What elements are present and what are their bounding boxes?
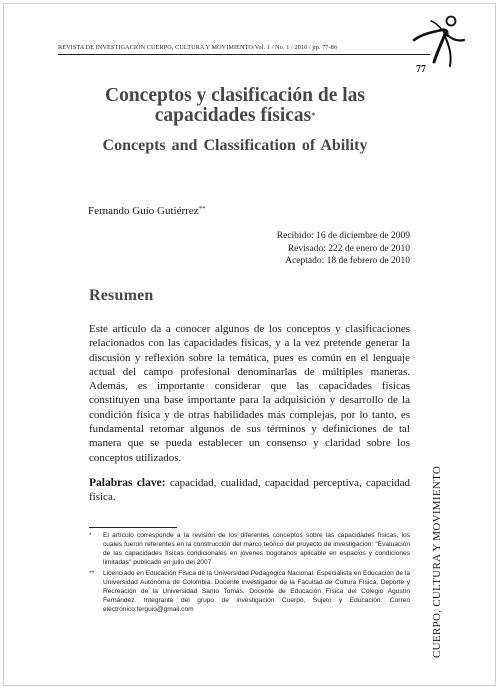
article-title [60, 86, 410, 126]
author-footnote-mark: ** [198, 205, 206, 213]
article-dates [277, 230, 410, 268]
article-title-text: Conceptos y clasificación de las capacidades físicas [105, 85, 365, 126]
received-date: Recibido: 16 de diciembre de 2009 [276, 231, 410, 241]
dancing-figure-logo [404, 12, 470, 68]
abstract-text: Este artículo da a conocer algunos de los conceptos y clasificaciones relacionados con las capacidades físicas, y a la vez pretende generar la discusión y reflexión sobre la temática, pues es común en el lenguaje actual del campo profesional denominarlas de múltiples maneras. Además, es importante considerar que las capacidades físicas constituyen una base importante para la adquisición y desarrollo de la condición física y de otras habilidades más complejas, por lo tanto, es fundamental retomar algunos de sus términos y definiciones de tal manera que se pueda establecer un consenso y claridad sobre los conceptos utilizados. [89, 323, 410, 464]
footnote-mark: * [89, 532, 92, 539]
footnote-item [89, 531, 410, 567]
journal-side-title: CUERPO, CULTURA Y MOVIMIENTO [431, 465, 443, 658]
keywords-paragraph [89, 476, 410, 505]
header-rule [58, 54, 430, 55]
running-head: REVISTA DE INVESTIGACIÓN CUERPO, CULTURA Y MOVIMIENTO/Vol. 1 / No. 1 / 2010 / pp. 77-86 [58, 44, 338, 51]
footnote-mark: ** [89, 570, 95, 577]
footnote-rule [89, 527, 177, 528]
article-subtitle: Concepts and Classification of Ability [102, 137, 368, 154]
page-number: 77 [416, 64, 426, 75]
keywords-label: Palabras clave: [89, 477, 166, 489]
footnote-text: El artículo corresponde a la revisión de los diferentes conceptos sobre las capacidades físicas, los cuales fueron referentes en la construcción del marco teórico del proyecto de investigación: "Evaluación de las capacidades físicas condicionales en jóvenes bogotanos aplicable en espacios y condiciones limitadas" publicado en julio del 2007 [103, 532, 410, 566]
keywords-text: capacidad, cualidad, capacidad perceptiva, capacidad física. [89, 477, 411, 504]
title-footnote-mark: * [311, 111, 316, 120]
author-line [88, 205, 206, 217]
revised-date: Revisado: 222 de enero de 2010 [287, 243, 410, 254]
footnote-text: Licenciado en Educación Física de la Universidad Pedagógica Nacional. Especialista en Educación de la Universidad Autónoma de Colombia. Docente investigador de la Facultad de Cultura Física, Deporte y Recreación de la Universidad Santo Tomás. Docente de Educación Física del Colegio Agustín Fernández. Integrante del grupo de investigación Cuerpo, Sujeto y Educación. Correo electrónico:ferguio@gmail.com [103, 570, 410, 613]
abstract-heading: Resumen [89, 287, 154, 304]
author-name: Fernando Guío Gutiérrez [88, 205, 199, 217]
footnote-item [89, 569, 410, 614]
accepted-date: Aceptado: 18 de febrero de 2010 [285, 256, 410, 266]
footnotes [89, 531, 410, 616]
